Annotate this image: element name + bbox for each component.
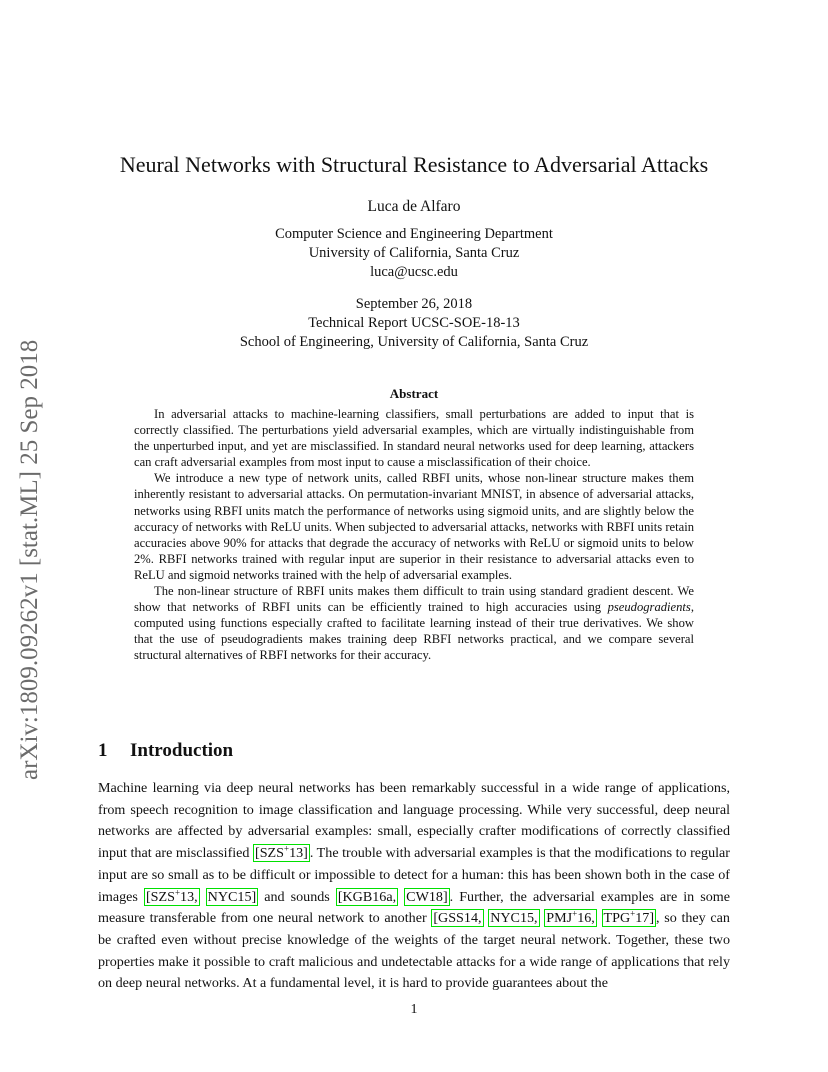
abstract-paragraph: In adversarial attacks to machine-learning classifiers, small perturbations are added to input that is correctly classified. The perturbations yield adversarial examples, which are virtually indistinguishable from the unperturbed input, and yet are misclassified. In standard neural networks used for deep learning, attackers can craft adversarial examples from most input to cause a misclassification of their choice. xyxy=(134,407,694,470)
citation-link[interactable]: [GSS14, xyxy=(433,910,482,927)
text-run: , so they can be crafted even without precise knowledge of the weights of the target neural network. Together, these two properties make it possible to craft malicious and undetectable attacks for a wide range of applications that rely on deep neural networks. At a fundamental level, it is hard to provide guarantees about the xyxy=(98,910,730,992)
citation-text: PMJ xyxy=(546,910,573,927)
citation-link[interactable] xyxy=(602,909,657,927)
text-run: and sounds xyxy=(258,888,336,905)
emphasis: pseudogradients xyxy=(607,600,691,615)
section-heading xyxy=(98,740,233,762)
text-run: , computed using functions especially crafted to facilitate learning instead of their true derivatives. We show that the use of pseudogradients makes training deep RBFI networks practical, and we compare several structural alternatives of RBFI networks for their accuracy. xyxy=(134,600,694,663)
section-title: Introduction xyxy=(130,740,234,761)
intro-paragraph xyxy=(98,778,730,995)
page-number: 1 xyxy=(410,1002,418,1017)
report-metadata xyxy=(0,295,828,352)
citation-text: 17] xyxy=(635,910,655,927)
citation-link[interactable]: NYC15] xyxy=(207,888,257,905)
text-run: . Further, the adversarial examples are in some measure transferable from one neural network to another xyxy=(98,888,731,927)
arxiv-identifier[interactable]: arXiv:1809.09262v1 [stat.ML] 25 Sep 2018 xyxy=(16,339,43,780)
citation-text: [SZS xyxy=(145,888,175,905)
paper-title: Neural Networks with Structural Resistance to Adversarial Attacks xyxy=(119,152,709,177)
text-run: Machine learning via deep neural networks has been remarkably successful in a wide range of applications, from speech recognition to image classification and language processing. While very successful, deep neural networks are affected by adversarial examples: small, especially crafter modifications of correctly classified input that are misclassified xyxy=(98,780,730,862)
abstract-body xyxy=(134,406,694,664)
section-number: 1 xyxy=(98,740,108,761)
citation-link[interactable] xyxy=(544,909,597,927)
author-affiliation xyxy=(0,225,828,282)
abstract-heading: Abstract xyxy=(389,386,439,401)
abstract-paragraph xyxy=(134,583,694,663)
report-date: September 26, 2018 xyxy=(355,296,473,312)
citation-text: TPG xyxy=(603,910,631,927)
citation-text: 13] xyxy=(289,845,308,862)
abstract-paragraph: We introduce a new type of network units, called RBFI units, whose non-linear structure makes them inherently resistant to adversarial attacks. On permutation-invariant MNIST, in absence of adversarial attacks, networks using RBFI units match the performance of networks using sigmoid units, and are slightly below the accuracy of networks with ReLU units. When subjected to adversarial attacks, networks with RBFI units retain accuracies above 90% for attacks that degrade the accuracy of networks with ReLU or sigmoid units to below 2%. RBFI networks trained with regular input are superior in their resistance to adversarial attacks even to ReLU and sigmoid networks trained with the help of adversarial examples. xyxy=(134,471,694,582)
citation-link[interactable]: NYC15, xyxy=(490,910,538,927)
citation-text: [SZS xyxy=(255,845,284,862)
affiliation-university: University of California, Santa Cruz xyxy=(308,245,520,261)
citation-link[interactable] xyxy=(253,844,310,862)
citation-link[interactable]: [KGB16a, xyxy=(337,888,397,905)
citation-sup: + xyxy=(630,908,636,919)
report-number: Technical Report UCSC-SOE-18-13 xyxy=(308,315,520,331)
citation-sup: + xyxy=(174,886,181,897)
citation-sup: + xyxy=(572,908,578,919)
introduction-body xyxy=(98,778,730,995)
citation-link[interactable]: CW18] xyxy=(406,888,448,905)
text-run: The non-linear structure of RBFI units makes them difficult to train using standard gradient descent. We show that networks of RBFI units can be efficiently trained to high accuracies using xyxy=(134,584,694,615)
affiliation-department: Computer Science and Engineering Department xyxy=(275,226,553,242)
citation-link[interactable] xyxy=(144,888,200,906)
citation-sup: + xyxy=(284,843,290,854)
citation-text: 13, xyxy=(180,888,198,905)
text-run: . The trouble with adversarial examples is that the modifications to regular input are so small as to be difficult or impossible to detect for a human: this has been shown both in the case of images xyxy=(98,845,730,905)
citation-text: 16, xyxy=(577,910,595,927)
author-name: Luca de Alfaro xyxy=(367,198,461,215)
report-institution: School of Engineering, University of California, Santa Cruz xyxy=(239,334,589,350)
author-email[interactable]: luca@ucsc.edu xyxy=(370,264,458,280)
